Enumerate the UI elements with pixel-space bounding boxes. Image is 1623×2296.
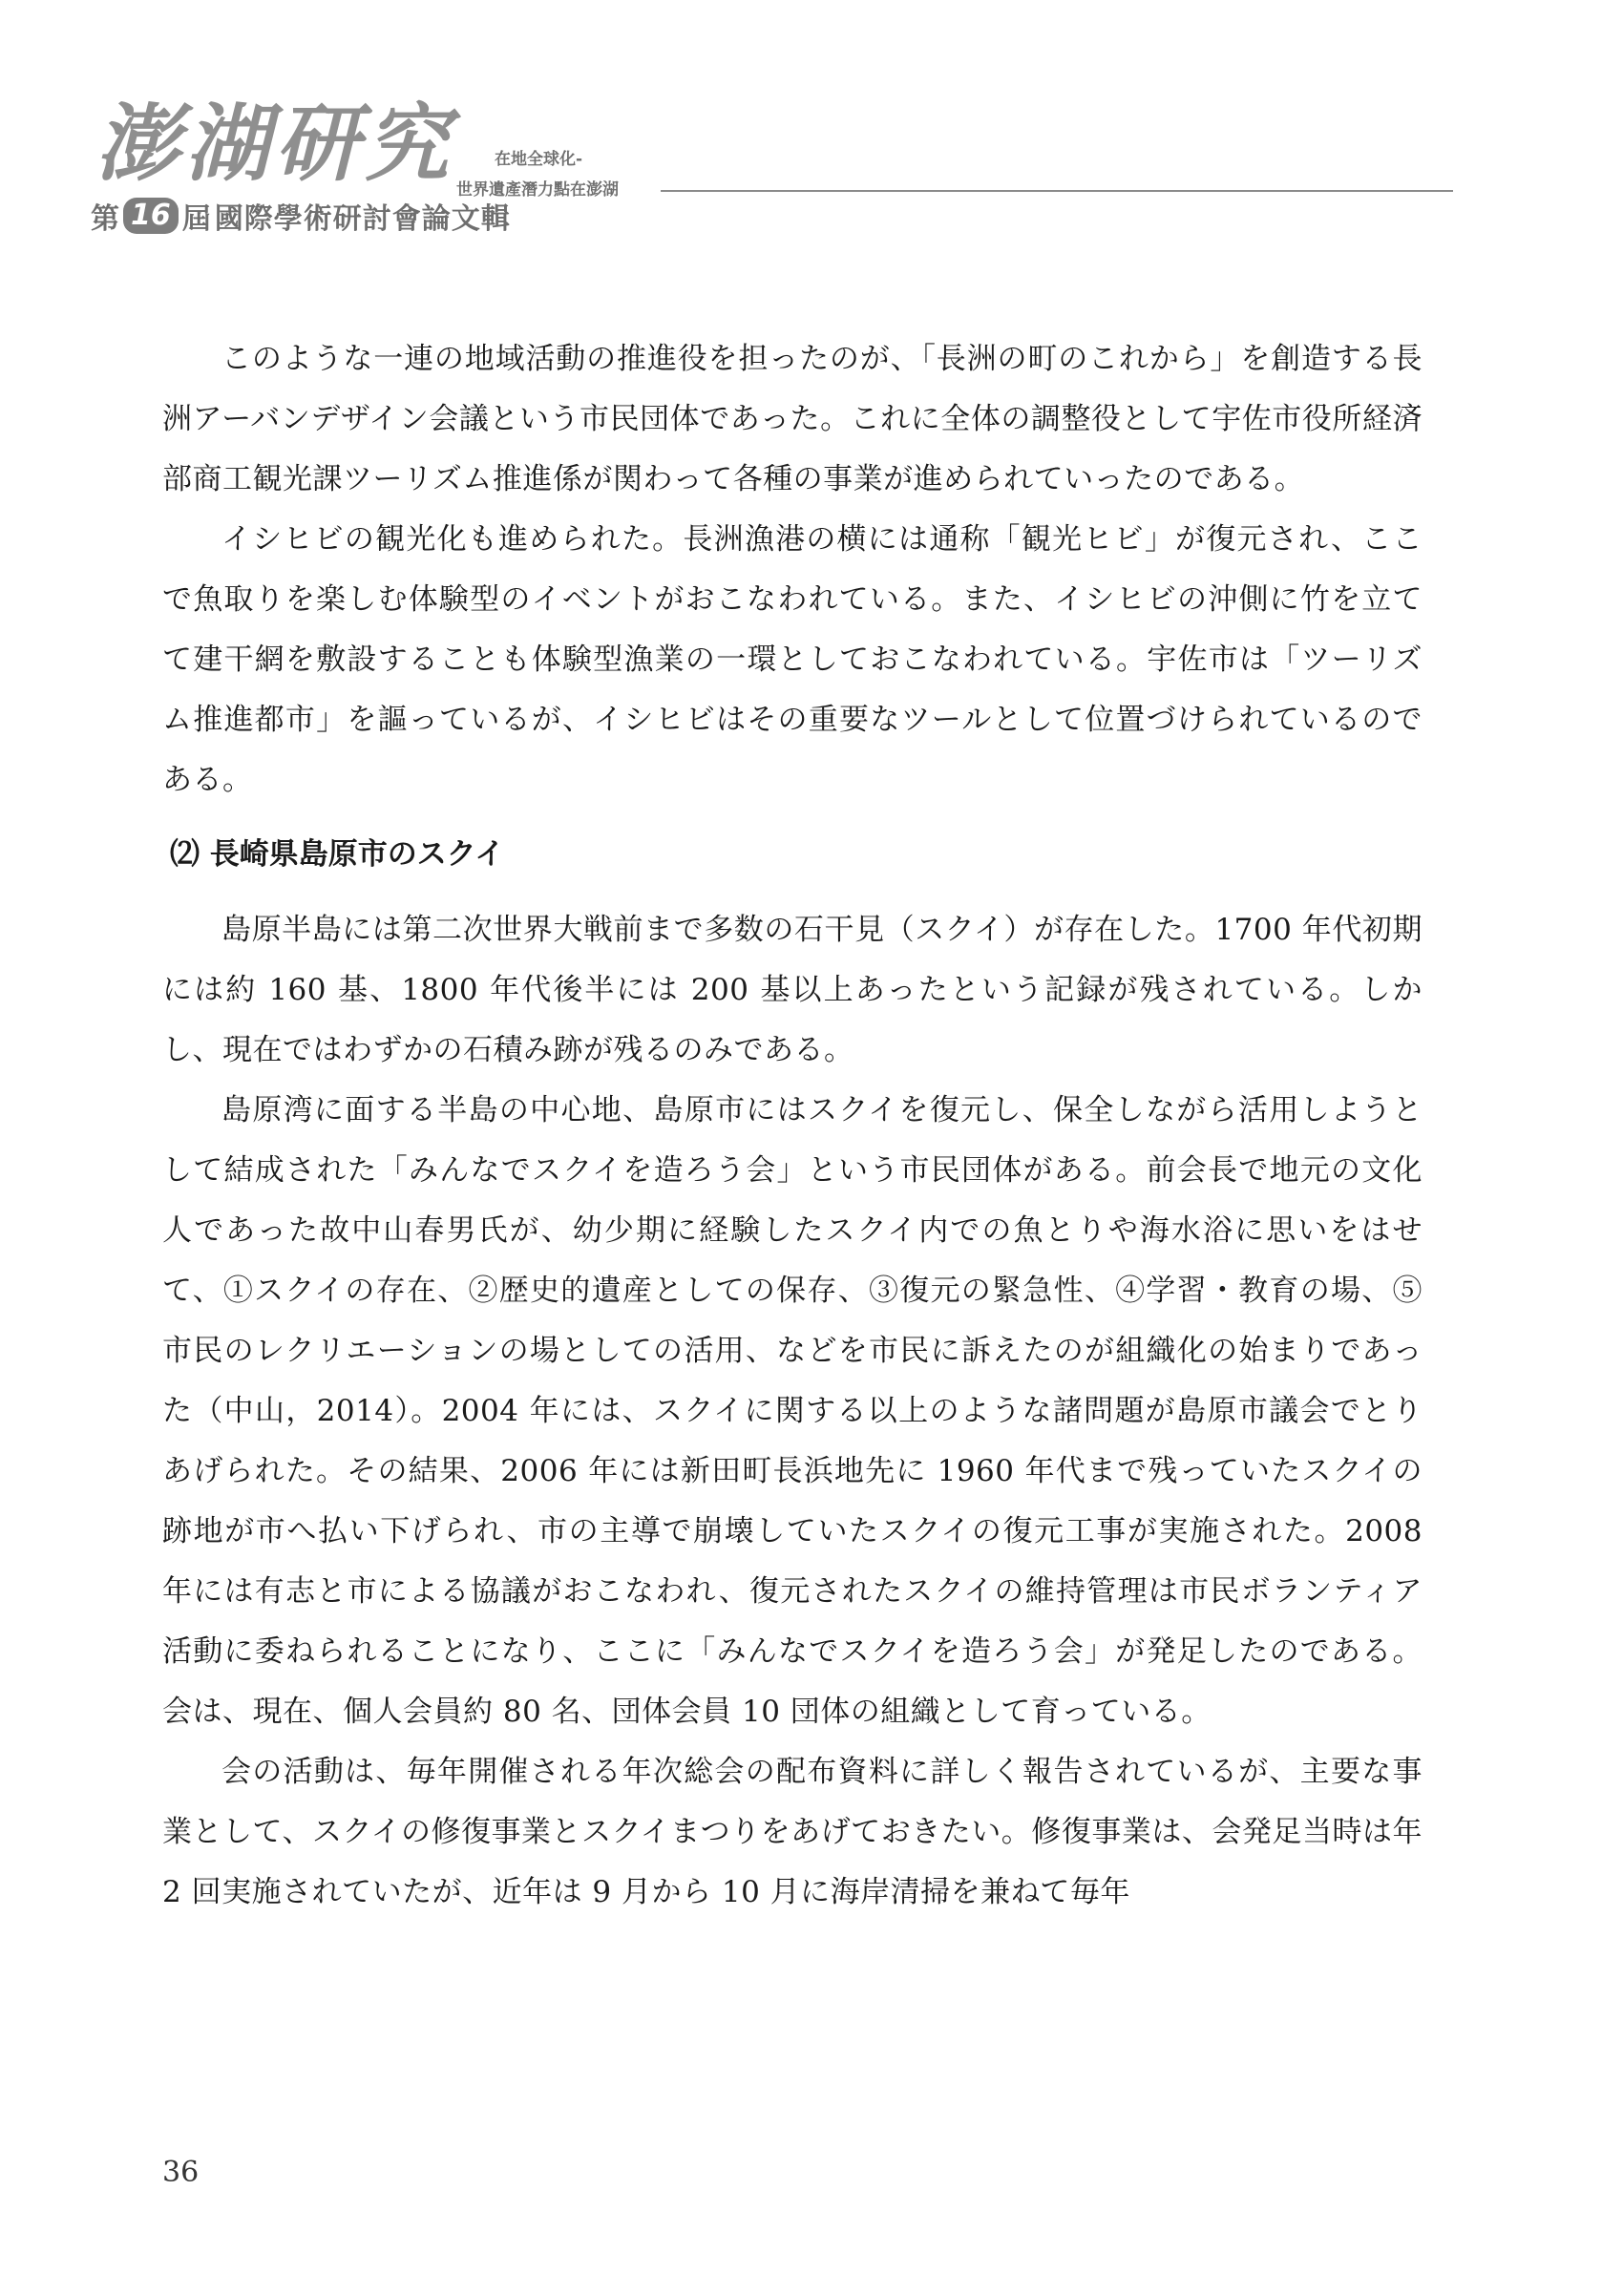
paragraph: このような一連の地域活動の推進役を担ったのが、「長洲の町のこれから」を創造する長洲アーバンデザイン会議という市民団体であった。これに全体の調整役として宇佐市役所経済部商工観光課ツーリズム推進係が関わって各種の事業が進められていったのである。: [162, 342, 1423, 496]
journal-title: 澎湖研究: [95, 94, 455, 193]
edition-prefix: 第: [91, 202, 119, 236]
edition-number-badge: 16: [123, 198, 179, 234]
section-heading: ⑵ 長崎県島原市のスクイ: [170, 837, 505, 872]
paragraph: 会の活動は、毎年開催される年次総会の配布資料に詳しく報告されているが、主要な事業として、スクイの修復事業とスクイまつりをあげておきたい。修復事業は、会発足当時は年 2 回実施されていたが、近年は 9 月から 10 月に海岸清掃を兼ねて毎年: [162, 1755, 1423, 1909]
paragraph: 島原湾に面する半島の中心地、島原市にはスクイを復元し、保全しながら活用しようとして結成された「みんなでスクイを造ろう会」という市民団体がある。前会長で地元の文化人であった故中山春男氏が、幼少期に経験したスクイ内での魚とりや海水浴に思いをはせて、①スクイの存在、②歴史的遺産としての保存、③復元の緊急性、④学習・教育の場、⑤市民のレクリエーションの場としての活用、などを市民に訴えたのが組織化の始まりであった（中山，2014）。2004 年には、スクイに関する以上のような諸問題が島原市議会でとりあげられた。その結果、2006 年には新田町長浜地先に 1960 年代まで残っていたスクイの跡地が市へ払い下げられ、市の主導で崩壊していたスクイの復元工事が実施された。2008 年には有志と市による協議がおこなわれ、復元されたスクイの維持管理は市民ボランティア活動に委ねられることになり、ここに「みんなでスクイを造ろう会」が発足したのである。会は、現在、個人会員約 80 名、団体会員 10 団体の組織として育っている。: [162, 1093, 1423, 1729]
proceedings-title: 國際學術研討會論文輯: [214, 202, 511, 236]
page-number: 36: [162, 2156, 200, 2189]
theme-line-1: 在地全球化-: [495, 150, 583, 169]
page-header: [0, 0, 1623, 248]
theme-line-2: 世界遺產潛力點在澎湖: [456, 180, 619, 200]
paragraph: イシヒビの観光化も進められた。長洲漁港の横には通称「観光ヒビ」が復元され、ここで魚取りを楽しむ体験型のイベントがおこなわれている。また、イシヒビの沖側に竹を立てて建干網を敷設することも体験型漁業の一環としておこなわれている。宇佐市は「ツーリズム推進都市」を謳っているが、イシヒビはその重要なツールとして位置づけられているのである。: [162, 522, 1423, 797]
edition-suffix: 屆: [181, 202, 211, 236]
edition-line: [91, 196, 511, 236]
body-text: [162, 329, 1423, 1923]
header-divider: [661, 190, 1453, 192]
paragraph: 島原半島には第二次世界大戦前まで多数の石干見（スクイ）が存在した。1700 年代初期には約 160 基、1800 年代後半には 200 基以上あったという記録が残されている。しかし、現在ではわずかの石積み跡が残るのみである。: [162, 913, 1423, 1067]
